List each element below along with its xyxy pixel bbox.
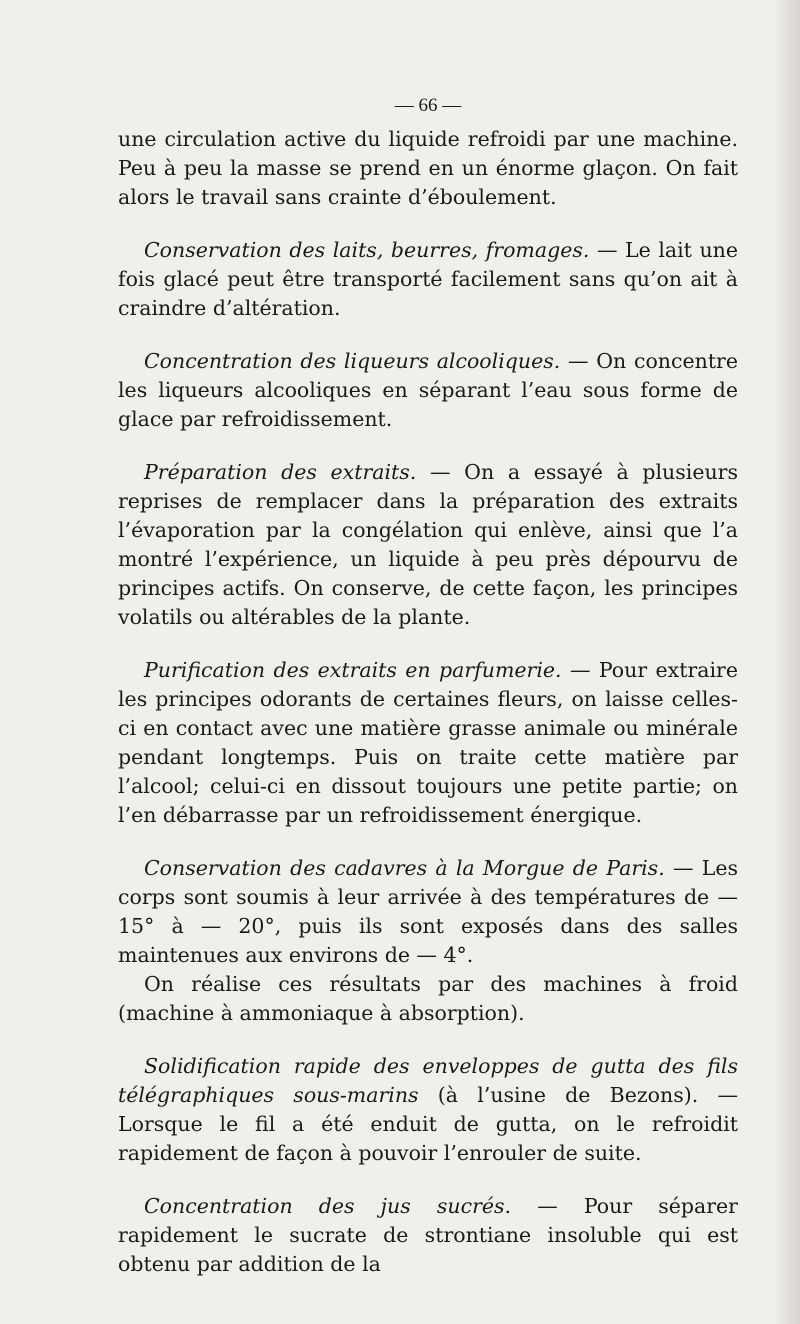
paragraph-text: (à l’usine de Bezons). — Lorsque le fil a été enduit de gutta, on le refroidit rapidement de façon à pouvoir l’enrouler de suite. (118, 1083, 738, 1165)
section-heading: Solidification rapide des enveloppes de gutta des fils télégraphiques sous-marins (118, 1054, 738, 1107)
paragraph-text: — Les corps sont soumis à leur arrivée à des températures de — 15° à — 20°, puis ils sont exposés dans des salles maintenues aux environs de — 4°. (118, 856, 738, 967)
paragraph-perfume-purification (118, 656, 738, 830)
document-page (118, 95, 738, 1279)
paragraph-text: — Le lait une fois glacé peut être transporté facilement sans qu’on ait à craindre d’altération. (118, 238, 739, 320)
paragraph-gutta-solidification (118, 1052, 738, 1168)
section-heading: Préparation des extraits. (144, 460, 417, 484)
paragraph-morgue-machines (118, 970, 738, 1028)
paragraph-text: On réalise ces résultats par des machines à froid (machine à ammoniaque à absorption). (118, 972, 738, 1025)
page-number: — 66 — (394, 95, 462, 116)
paragraph-text: — On a essayé à plusieurs reprises de remplacer dans la préparation des extraits l’évaporation par la congélation qui enlève, ainsi que l’a montré l’expérience, un liquide à peu près dépourvu de principes actifs. On conserve, de cette façon, les principes volatils ou altérables de la plante. (118, 460, 738, 629)
paragraph-extract-preparation (118, 458, 738, 632)
section-heading: Concentration des liqueurs alcooliques. (144, 349, 561, 373)
paragraph-sugar-concentration (118, 1192, 738, 1279)
paragraph-text: — On concentre les liqueurs alcooliques en séparant l’eau sous forme de glace par refroidissement. (118, 349, 738, 431)
section-heading: Conservation des laits, beurres, fromages. (144, 238, 590, 262)
paragraph-continuation (118, 125, 738, 212)
page-edge-shadow (774, 0, 800, 1324)
section-heading: Purification des extraits en parfumerie. (144, 658, 562, 682)
section-heading: Conservation des cadavres à la Morgue de Paris. (144, 856, 665, 880)
paragraph-text: une circulation active du liquide refroidi par une machine. Peu à peu la masse se prend en un énorme glaçon. On fait alors le travail sans crainte d’éboulement. (118, 127, 738, 209)
paragraph-text: — Pour extraire les principes odorants de certaines fleurs, on laisse celles-ci en contact avec une matière grasse animale ou minérale pendant longtemps. Puis on traite cette matière par l’alcool; celui-ci en dissout toujours une petite partie; on l’en débarrasse par un refroidissement énergique. (118, 658, 738, 827)
paragraph-liquor-concentration (118, 347, 738, 434)
section-heading: Concentration des jus sucrés. (144, 1194, 512, 1218)
paragraph-milk-conservation (118, 236, 738, 323)
paragraph-text: — Pour séparer rapidement le sucrate de strontiane insoluble qui est obtenu par addition de la (118, 1194, 738, 1276)
paragraph-morgue-conservation (118, 854, 738, 970)
